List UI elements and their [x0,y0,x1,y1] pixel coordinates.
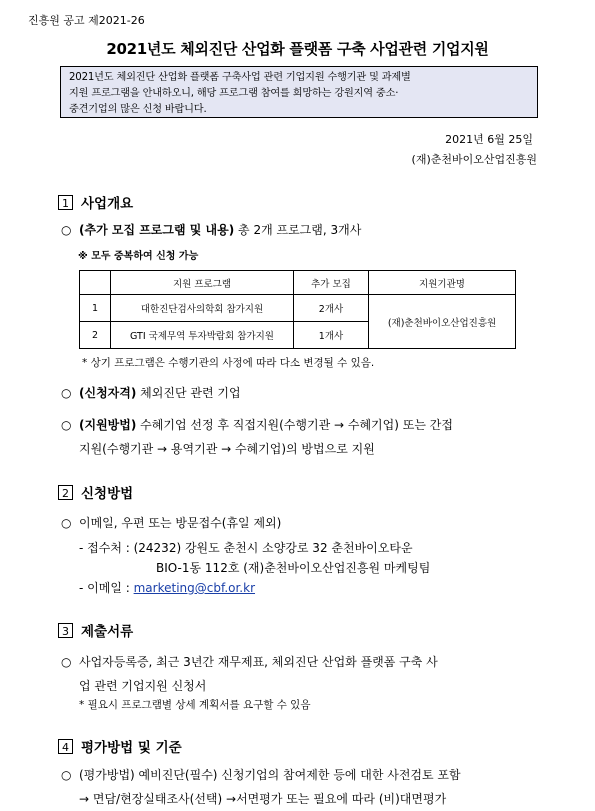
bullet-text: 총 2개 프로그램, 3개사 [238,223,362,237]
section-heading-documents [58,620,133,640]
bullet-evaluation [61,763,561,811]
email-link[interactable]: marketing@cbf.or.kr [133,581,256,595]
section-number: 4 [58,739,73,754]
issuing-organization: (재)춘천바이오산업진흥원 [411,153,537,166]
bullet-text-cont: 지원(수행기관 → 용역기관 → 수혜기업)의 방법으로 지원 [79,442,375,456]
cell-program: 대한진단검사의학회 참가지원 [111,295,294,322]
notice-number: 진흥원 공고 제2021-26 [28,14,145,27]
bullet-label: (지원방법) [79,418,137,432]
cell-count: 2개사 [294,295,369,322]
section-number: 3 [58,623,73,638]
bullet-text: 체외진단 관련 기업 [140,386,241,400]
bullet-documents [61,650,551,698]
section-title: 신청방법 [81,486,134,502]
section-title: 제출서류 [81,624,134,640]
bullet-text: 수혜기업 선정 후 직접지원(수행기관 → 수혜기업) 또는 간접 [140,418,453,432]
cell-agency: (재)춘천바이오산업진흥원 [369,295,516,349]
address-line-2: BIO-1동 112호 (재)춘천바이오산업진흥원 마케팅팀 [156,561,431,575]
section-heading-evaluation [58,736,182,756]
col-header-count: 추가 모집 [294,271,369,295]
duplicate-allowed-note: ※ 모두 중복하여 신청 가능 [78,251,199,262]
bullet-programs [61,218,551,242]
notice-date: 2021년 6월 25일 [445,133,533,146]
page-title: 2021년도 체외진단 산업화 플랫폼 구축 사업관련 기업지원 [106,40,489,58]
email-label: - 이메일 : [79,581,130,595]
section-heading-application [58,482,133,502]
bullet-eligibility [61,381,551,405]
circle-bullet-icon: ○ [61,655,72,669]
intro-line: 2021년도 체외진단 산업화 플랫폼 구축사업 관련 기업지원 수행기관 및 과제별 [69,72,411,83]
bullet-text: 사업자등록증, 최근 3년간 재무제표, 체외진단 산업화 플랫폼 구축 사 [79,655,438,669]
cell-count: 1개사 [294,322,369,349]
section-heading-overview [58,192,133,212]
bullet-support-method [61,413,551,461]
email-row [79,579,255,596]
program-table [79,270,516,349]
circle-bullet-icon: ○ [61,768,72,782]
bullet-text: (평가방법) 예비진단(필수) 신청기업의 참여제한 등에 대한 사전검토 포함 [79,768,461,782]
circle-bullet-icon: ○ [61,418,72,432]
intro-line: 지원 프로그램을 안내하오니, 해당 프로그램 참여를 희망하는 강원지역 중소· [69,88,399,99]
bullet-label: (추가 모집 프로그램 및 내용) [79,223,235,237]
cell-no: 2 [80,322,111,349]
documents-note: * 필요시 프로그램별 상세 계획서를 요구할 수 있음 [79,699,311,711]
address-line-1: - 접수처 : (24232) 강원도 춘천시 소양강로 32 춘천바이오타운 [79,541,413,555]
section-number: 1 [58,195,73,210]
bullet-text: 이메일, 우편 또는 방문접수(휴일 제외) [79,516,282,530]
section-title: 평가방법 및 기준 [81,740,182,756]
table-footnote: * 상기 프로그램은 수행기관의 사정에 따라 다소 변경될 수 있음. [82,357,375,369]
bullet-text-cont: 업 관련 기업지원 신청서 [79,679,207,693]
circle-bullet-icon: ○ [61,386,72,400]
table-row [80,295,516,322]
intro-line: 중견기업의 많은 신청 바랍니다. [69,104,207,115]
cell-no: 1 [80,295,111,322]
bullet-text-cont: → 면담/현장실태조사(선택) →서면평가 또는 필요에 따라 (비)대면평가 [79,792,447,806]
cell-program: GTI 국제무역 투자박람회 참가지원 [111,322,294,349]
section-number: 2 [58,485,73,500]
section-title: 사업개요 [81,196,134,212]
col-header-no [80,271,111,295]
circle-bullet-icon: ○ [61,516,72,530]
col-header-program: 지원 프로그램 [111,271,294,295]
col-header-agency: 지원기관명 [369,271,516,295]
table-header-row [80,271,516,295]
bullet-label: (신청자격) [79,386,137,400]
bullet-application-method [61,511,551,535]
intro-box [60,66,538,118]
circle-bullet-icon: ○ [61,223,72,237]
